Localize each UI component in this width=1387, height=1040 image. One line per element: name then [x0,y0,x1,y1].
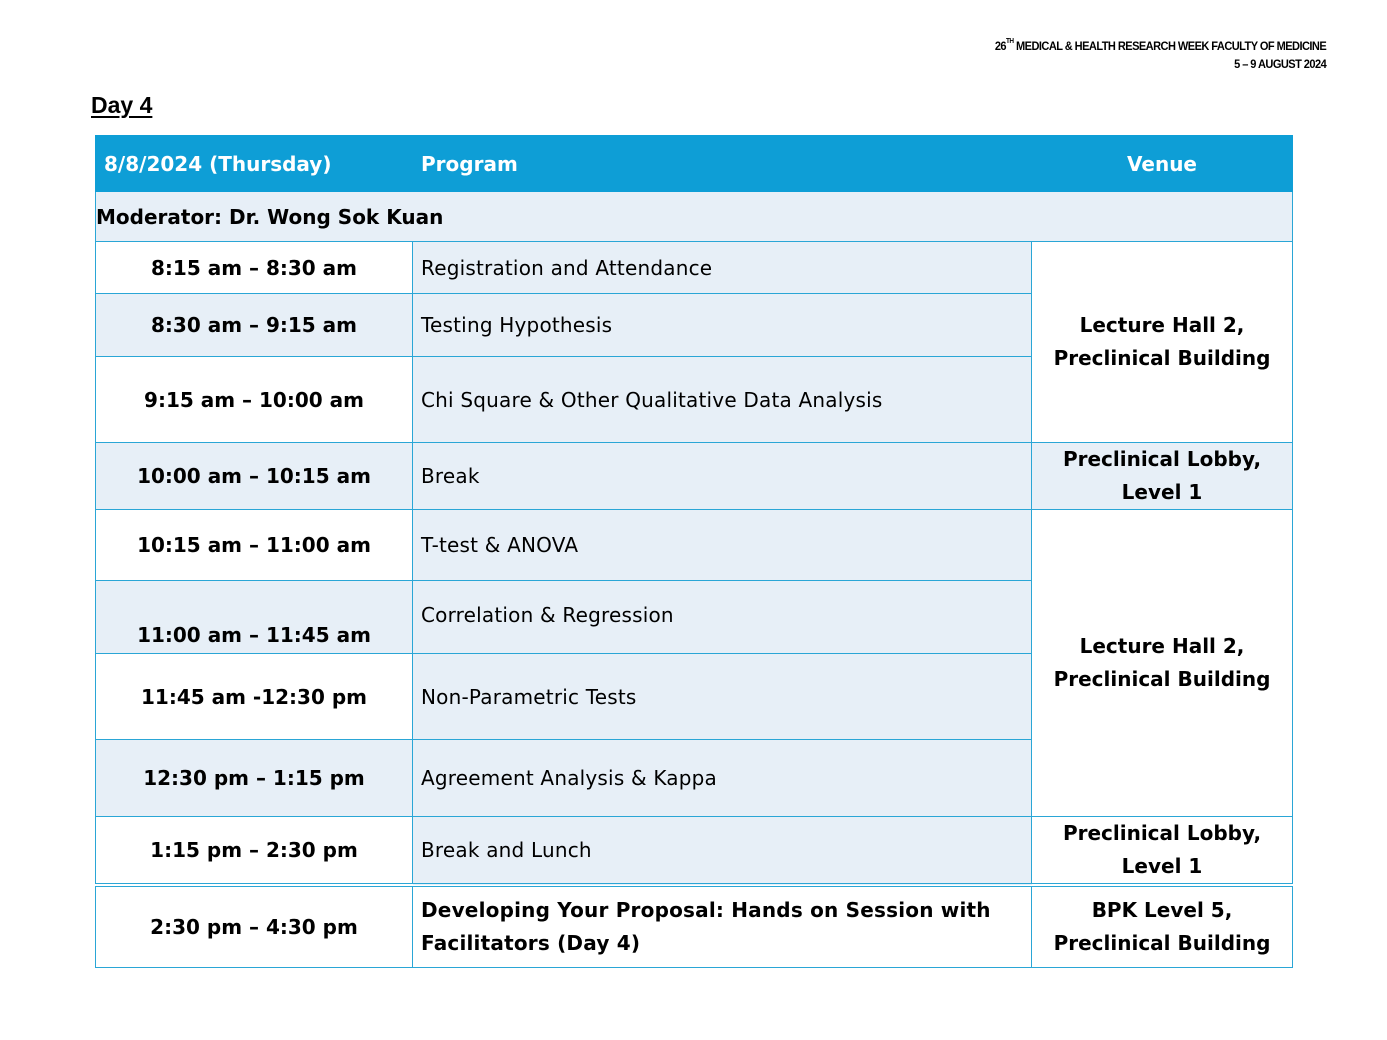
event-title [995,37,1326,55]
time-cell: 12:30 pm – 1:15 pm [96,740,413,817]
program-cell: Testing Hypothesis [413,294,1032,357]
venue-cell [1032,443,1293,510]
header-venue: Venue [1032,136,1293,192]
time-cell: 2:30 pm – 4:30 pm [96,885,413,967]
time-cell: 8:15 am – 8:30 am [96,242,413,294]
time-cell: 1:15 pm – 2:30 pm [96,817,413,886]
table-row [96,817,1293,886]
schedule-table [95,135,1293,968]
time-cell: 11:00 am – 11:45 am [96,581,413,654]
event-dates: 5 – 9 AUGUST 2024 [1233,57,1326,71]
time-cell: 8:30 am – 9:15 am [96,294,413,357]
program-cell: Break [413,443,1032,510]
table-row [96,242,1293,294]
header-date: 8/8/2024 (Thursday) [96,136,413,192]
program-cell: T-test & ANOVA [413,510,1032,581]
event-ordinal-suffix: TH [1005,38,1014,45]
venue-line: Preclinical Building [1053,346,1271,370]
venue-line: Level 1 [1121,480,1203,504]
venue-cell [1032,885,1293,967]
event-title-text: MEDICAL & HEALTH RESEARCH WEEK FACULTY OF MEDICINE [1013,39,1326,53]
venue-line: Preclinical Lobby, [1062,821,1262,845]
program-cell: Developing Your Proposal: Hands on Session with Facilitators (Day 4) [413,885,1032,967]
program-cell: Chi Square & Other Qualitative Data Analysis [413,357,1032,443]
venue-line: Preclinical Lobby, [1062,447,1262,471]
program-cell: Break and Lunch [413,817,1032,886]
moderator: Moderator: Dr. Wong Sok Kuan [96,192,1293,242]
venue-cell [1032,817,1293,886]
table-row [96,510,1293,581]
moderator-row [96,192,1293,242]
venue-line: Level 1 [1121,854,1203,878]
event-ordinal: 26 [994,39,1006,53]
venue-line: BPK Level 5, [1091,897,1233,922]
time-cell: 10:00 am – 10:15 am [96,443,413,510]
time-cell: 10:15 am – 11:00 am [96,510,413,581]
program-cell: Correlation & Regression [413,581,1032,654]
program-cell: Agreement Analysis & Kappa [413,740,1032,817]
venue-line: Lecture Hall 2, [1079,313,1245,337]
table-header-row [96,136,1293,192]
time-cell: 9:15 am – 10:00 am [96,357,413,443]
venue-cell [1032,510,1293,817]
table-row [96,443,1293,510]
venue-line: Preclinical Building [1053,930,1271,955]
venue-line: Preclinical Building [1053,667,1271,691]
header-program: Program [413,136,1032,192]
program-cell: Registration and Attendance [413,242,1032,294]
event-header [995,37,1326,73]
venue-line: Lecture Hall 2, [1079,634,1245,658]
venue-cell [1032,242,1293,443]
program-cell: Non-Parametric Tests [413,654,1032,740]
day-title: Day 4 [91,92,153,118]
table-row [96,885,1293,967]
time-cell: 11:45 am -12:30 pm [96,654,413,740]
